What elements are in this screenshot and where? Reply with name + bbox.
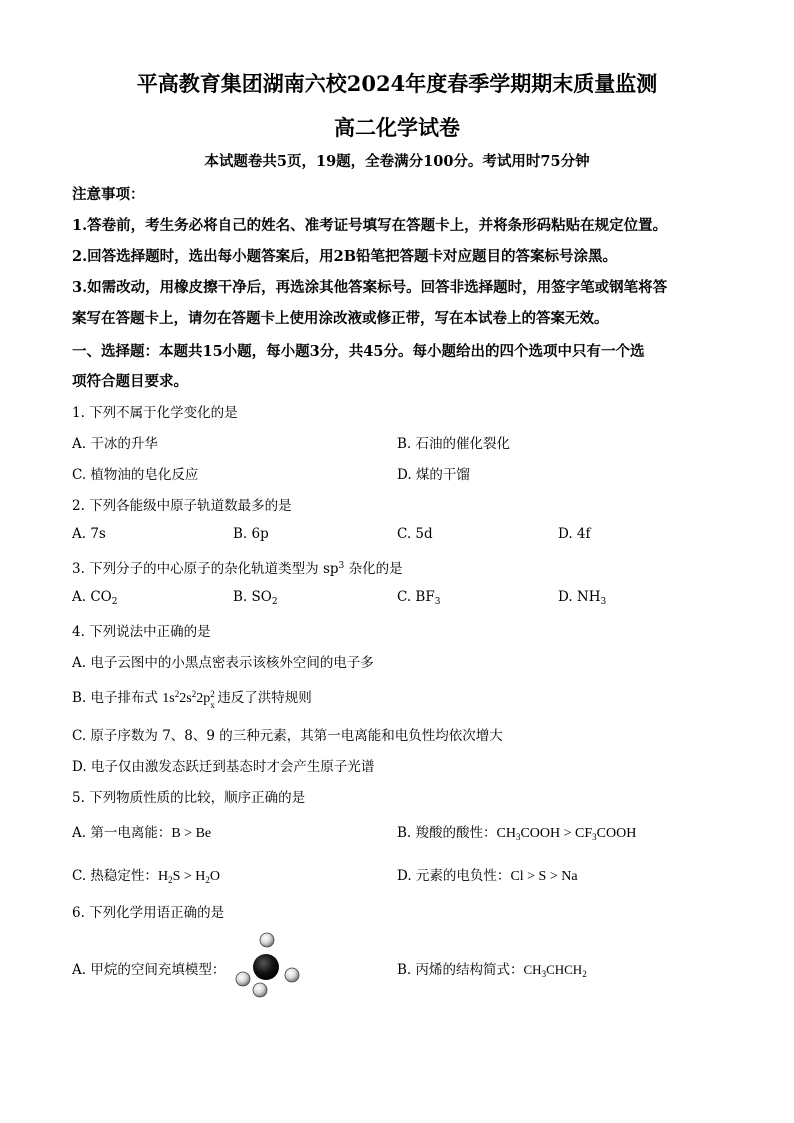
hydrogen-atom-right [285, 968, 299, 982]
q3-option-b: B. $SO_2$ [233, 589, 278, 607]
q6-option-b: B. 丙烯的结构简式：$CH_3CHCH_2$ [397, 962, 587, 979]
q1-option-b: B. 石油的催化裂化 [397, 436, 511, 452]
carbon-atom [253, 954, 279, 980]
hydrogen-atom-top [260, 933, 274, 947]
hydrogen-atom-left [236, 972, 250, 986]
q2-option-b: B. 6p [233, 526, 269, 542]
q3-stem: 3. 下列分子的中心原子的杂化轨道类型为 $sp^3$ 杂化的是 [72, 561, 403, 577]
note-item-3-line-1: 3.如需改动，用橡皮擦干净后，再选涂其他答案标号。回答非选择题时，用签字笔或钢笔将答 [72, 279, 668, 296]
exam-info: 本试题卷共5页，19题，全卷满分100分。考试用时75分钟 [204, 153, 590, 170]
exam-subtitle: 高二化学试卷 [334, 115, 460, 140]
section-heading-line-2: 项符合题目要求。 [72, 373, 188, 390]
note-item-3-line-2: 案写在答题卡上，请勿在答题卡上使用涂改液或修正带，写在本试卷上的答案无效。 [72, 310, 609, 327]
q5-option-b: B. 羧酸的酸性：$CH_3COOH$ > $CF_3COOH$ [397, 825, 637, 842]
q1-option-c: C. 植物油的皂化反应 [72, 467, 199, 483]
q5-option-d: D. 元素的电负性：Cl > S > Na [397, 868, 578, 884]
note-item-1: 1.答卷前，考生务必将自己的姓名、准考证号填写在答题卡上，并将条形码粘贴在规定位置。 [72, 217, 668, 234]
q6-stem: 6. 下列化学用语正确的是 [72, 905, 225, 921]
q4-option-a: A. 电子云图中的小黑点密表示该核外空间的电子多 [72, 655, 374, 671]
methane-space-filling-model [230, 930, 305, 1002]
q4-option-b: B. 电子排布式 $1s^22s^22p$ 2 x 违反了洪特规则 [72, 689, 312, 710]
q4-stem: 4. 下列说法中正确的是 [72, 624, 211, 640]
q2-option-c: C. 5d [397, 526, 433, 542]
q5-option-a: A. 第一电离能：B > Be [72, 825, 212, 841]
q4-option-d: D. 电子仅由激发态跃迁到基态时才会产生原子光谱 [72, 759, 375, 775]
q4-option-c: C. 原子序数为 7、8、9 的三种元素，其第一电离能和电负性均依次增大 [72, 728, 503, 744]
q1-stem: 1. 下列不属于化学变化的是 [72, 405, 238, 421]
q3-option-a: A. $CO_2$ [72, 589, 118, 607]
q3-option-d: D. $NH_3$ [558, 589, 607, 607]
q5-stem: 5. 下列物质性质的比较，顺序正确的是 [72, 790, 306, 806]
q1-option-d: D. 煤的干馏 [397, 467, 470, 483]
q2-stem: 2. 下列各能级中原子轨道数最多的是 [72, 498, 292, 514]
q5-option-c: C. 热稳定性：$H_2S > H_2O$ [72, 868, 220, 885]
note-item-2: 2.回答选择题时，选出每小题答案后，用2B铅笔把答题卡对应题目的答案标号涂黑。 [72, 248, 617, 265]
q2-option-d: D. 4f [558, 526, 591, 542]
notes-heading: 注意事项： [72, 186, 145, 203]
q6-option-a: A. 甲烷的空间充填模型： [72, 962, 226, 978]
section-heading-line-1: 一、选择题：本题共15小题，每小题3分，共45分。每小题给出的四个选项中只有一个选 [72, 343, 645, 360]
q1-option-a: A. 干冰的升华 [72, 436, 158, 452]
exam-title: 平高教育集团湖南六校2024年度春季学期期末质量监测 [136, 71, 658, 96]
q2-option-a: A. 7s [72, 526, 106, 542]
q3-option-c: C. $BF_3$ [397, 589, 441, 607]
hydrogen-atom-bottom [253, 983, 267, 997]
